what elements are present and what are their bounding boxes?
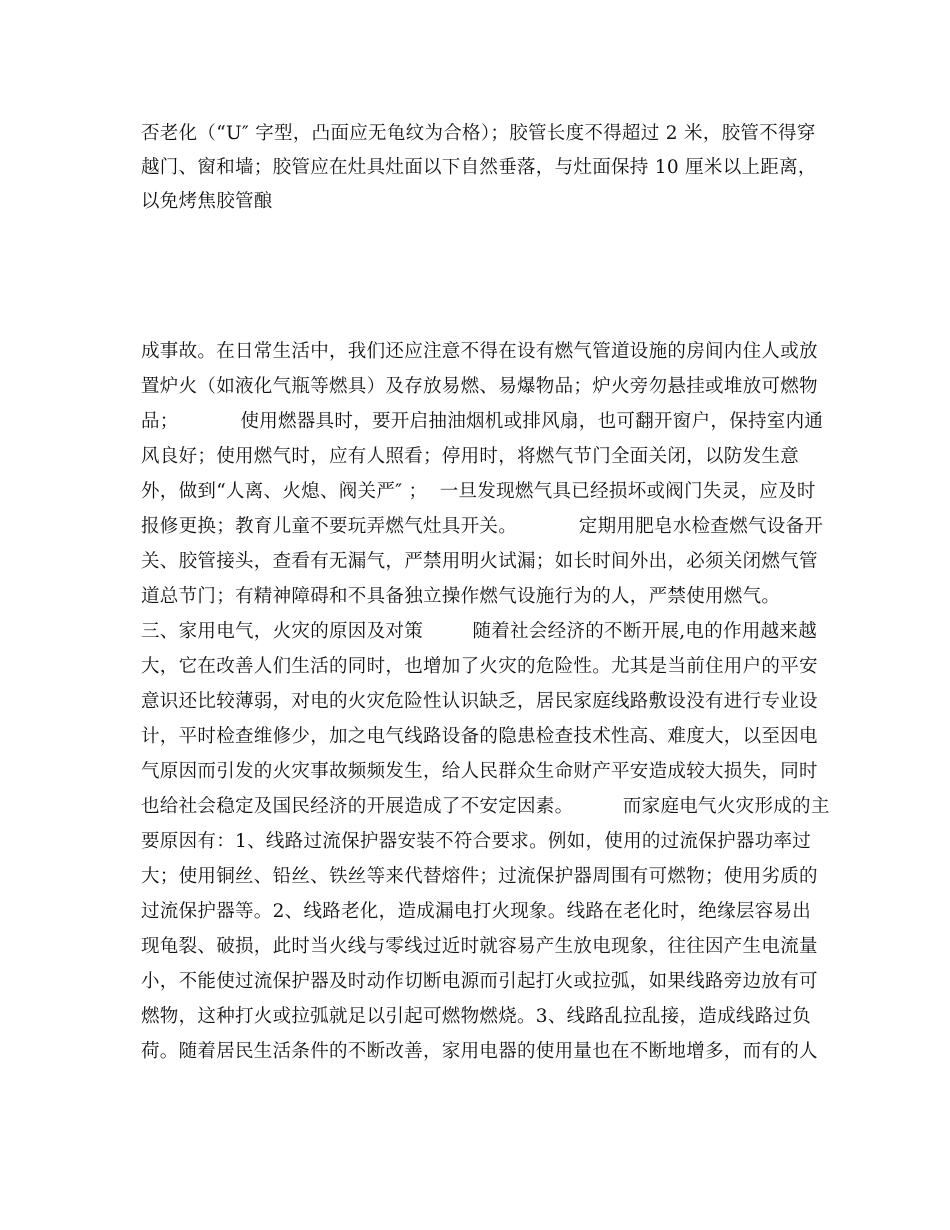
text-line: 要原因有：1、线路过流保护器安装不符合要求。例如，使用的过流保护器功率过: [141, 831, 812, 852]
text-line: 大；使用铜丝、铅丝、铁丝等来代替熔件；过流保护器周围有可燃物；使用劣质的: [141, 866, 818, 887]
text-line: 品； 使用燃器具时，要开启抽油烟机或排风扇，也可翻开窗户，保持室内通: [141, 411, 824, 432]
text-line: 以免烤焦胶管酿: [141, 191, 273, 212]
text-line: 荷。随着居民生活条件的不断改善，家用电器的使用量也在不断地增多，而有的人: [141, 1041, 818, 1062]
text-line: 成事故。在日常生活中，我们还应注意不得在设有燃气管道设施的房间内住人或放: [141, 341, 818, 362]
text-line: 外，做到“人离、火熄、阀关严″ ； 一旦发现燃气具已经损坏或阀门失灵，应及时: [141, 481, 816, 502]
text-line: 意识还比较薄弱，对电的火灾危险性认识缺乏，居民家庭线路敷设没有进行专业设: [141, 691, 818, 712]
text-line: 小，不能使过流保护器及时动作切断电源而引起打火或拉弧，如果线路旁边放有可: [141, 971, 818, 992]
text-line: 也给社会稳定及国民经济的开展造成了不安定因素。 而家庭电气火灾形成的主: [141, 796, 830, 817]
text-line: 置炉火（如液化气瓶等燃具）及存放易燃、易爆物品；炉火旁勿悬挂或堆放可燃物: [141, 376, 818, 397]
text-line: 燃物，这种打火或拉弧就足以引起可燃物燃烧。3、线路乱拉乱接，造成线路过负: [141, 1006, 812, 1027]
text-line: 过流保护器等。2、线路老化，造成漏电打火现象。线路在老化时，绝缘层容易出: [141, 901, 812, 922]
text-line: 关、胶管接头，查看有无漏气，严禁用明火试漏；如长时间外出，必须关闭燃气管: [141, 551, 818, 572]
section-heading-line: 三、家用电气，火灾的原因及对策 随着社会经济的不断开展,电的作用越来越: [141, 621, 818, 642]
text-line: 越门、窗和墙；胶管应在灶具灶面以下自然垂落，与灶面保持 10 厘米以上距离，: [141, 157, 817, 178]
text-line: 现龟裂、破损，此时当火线与零线过近时就容易产生放电现象，往往因产生电流量: [141, 936, 818, 957]
text-line: 气原因而引发的火灾事故频频发生，给人民群众生命财产平安造成较大损失，同时: [141, 761, 818, 782]
text-line: 否老化（“U″ 字型，凸面应无龟纹为合格）；胶管长度不得超过 2 米，胶管不得穿: [141, 123, 816, 144]
text-line: 风良好；使用燃气时，应有人照看；停用时，将燃气节门全面关闭，以防发生意: [141, 446, 800, 467]
text-line: 道总节门；有精神障碍和不具备独立操作燃气设施行为的人，严禁使用燃气。: [141, 586, 781, 607]
text-line: 大，它在改善人们生活的同时，也增加了火灾的危险性。尤其是当前住用户的平安: [141, 656, 818, 677]
text-line: 计，平时检查维修少，加之电气线路设备的隐患检查技术性高、难度大，以至因电: [141, 726, 818, 747]
text-line: 报修更换；教育儿童不要玩弄燃气灶具开关。 定期用肥皂水检查燃气设备开: [141, 516, 824, 537]
